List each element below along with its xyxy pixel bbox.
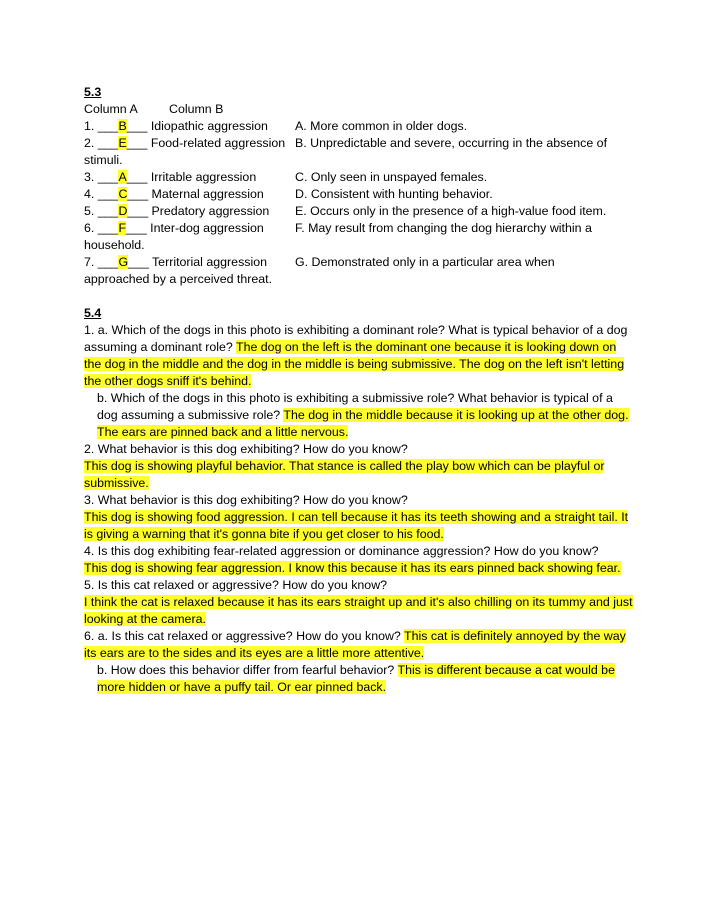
answer-highlight: This is different because a cat would be more hidden or have a puffy tail. Or ear pinned back. [97,663,615,694]
item-number: 7. ___ [84,255,119,269]
answer-highlight: The dog on the left is the dominant one because it is looking down on the dog in the middle and the dog in the middle is being submissive. The dog on the left isn't letting the other dogs sniff it's behind. [84,340,625,388]
column-b-definition: A. More common in older dogs. [295,119,468,133]
answer-highlight: The dog in the middle because it is looking up at the other dog. The ears are pinned back and a little nervous. [97,408,629,439]
question-6b [84,662,634,696]
question-text: 2. What behavior is this dog exhibiting? How do you know? [84,442,408,456]
column-a-item [84,135,285,152]
definition-continuation: approached by a perceived threat. [84,272,273,286]
answer-highlight: This dog is showing fear aggression. I know this because it has its ears pinned back showing fear. [84,561,621,575]
question-text: 4. Is this dog exhibiting fear-related aggression or dominance aggression? How do you know? [84,544,599,558]
column-a-item [84,203,269,220]
term-label: ___ Inter-dog aggression [126,221,264,235]
question-6a [84,628,634,662]
question-text: 1. a. Which of the dogs in this photo is exhibiting a dominant role? What is typical behavior of a dog assuming a dominant role? [84,323,628,354]
question-text: 5. Is this cat relaxed or aggressive? How do you know? [84,578,388,592]
column-a-item [84,169,256,186]
section-heading-5-4: 5.4 [84,306,102,320]
answer-highlight: This dog is showing food aggression. I can tell because it has its teeth showing and a straight tail. It is giving a warning that it's gonna bite if you get closer to his food. [84,510,629,541]
section-heading-5-3: 5.3 [84,85,102,99]
item-number: 3. ___ [84,170,119,184]
column-b-definition: E. Occurs only in the presence of a high-value food item. [295,204,607,218]
term-label: ___ Idiopathic aggression [126,119,268,133]
term-label: ___ Irritable aggression [126,170,257,184]
item-number: 2. ___ [84,136,119,150]
term-label: ___ Territorial aggression [128,255,267,269]
matching-row [84,135,634,152]
term-label: ___ Maternal aggression [127,187,264,201]
answer-highlight: I think the cat is relaxed because it has its ears straight up and it's also chilling on its tummy and just looking at the camera. [84,595,633,626]
question-1a [84,322,634,390]
matching-row [84,203,634,220]
question-4 [84,543,634,577]
definition-continuation: stimuli. [84,153,123,167]
answer-letter: D [118,204,128,218]
item-number: 1. ___ [84,119,119,133]
item-number: 4. ___ [84,187,119,201]
answer-letter: A [118,170,127,184]
answer-letter: G [118,255,129,269]
column-headers [84,101,634,118]
column-b-definition: B. Unpredictable and severe, occurring in the absence of [295,136,608,150]
answer-letter: E [118,136,127,150]
answer-highlight: This dog is showing playful behavior. That stance is called the play bow which can be playful or submissive. [84,459,605,490]
matching-row [84,169,634,186]
term-label: ___ Food-related aggression [126,136,286,150]
column-a-item [84,118,268,135]
answer-letter: C [118,187,128,201]
question-5 [84,577,634,628]
question-text: 6. a. Is this cat relaxed or aggressive? How do you know? [84,629,405,643]
question-text: b. How does this behavior differ from fearful behavior? [97,663,398,677]
column-b-definition: D. Consistent with hunting behavior. [295,187,493,201]
column-a-header: Column A [84,102,138,116]
answer-letter: F [118,221,127,235]
item-number: 6. ___ [84,221,119,235]
column-b-definition: G. Demonstrated only in a particular area when [295,255,555,269]
item-number: 5. ___ [84,204,119,218]
column-b-definition: C. Only seen in unspayed females. [295,170,488,184]
column-a-item [84,220,264,237]
matching-row [84,220,634,237]
question-text: 3. What behavior is this dog exhibiting? How do you know? [84,493,408,507]
answer-letter: B [118,119,127,133]
matching-row [84,254,634,271]
question-text: b. Which of the dogs in this photo is exhibiting a submissive role? What behavior is typical of a dog assuming a submissive role? [97,391,613,422]
matching-row [84,186,634,203]
term-label: ___ Predatory aggression [127,204,270,218]
matching-list [84,118,634,288]
column-b-header: Column B [169,102,224,116]
matching-row [84,118,634,135]
definition-continuation: household. [84,238,145,252]
question-3 [84,492,634,543]
column-a-item [84,254,267,271]
question-1b [84,390,634,441]
column-a-item [84,186,264,203]
answer-highlight: This cat is definitely annoyed by the way its ears are to the sides and its eyes are a little more attentive. [84,629,626,660]
question-2 [84,441,634,492]
document-page [84,84,634,696]
column-b-definition: F. May result from changing the dog hierarchy within a [295,221,592,235]
